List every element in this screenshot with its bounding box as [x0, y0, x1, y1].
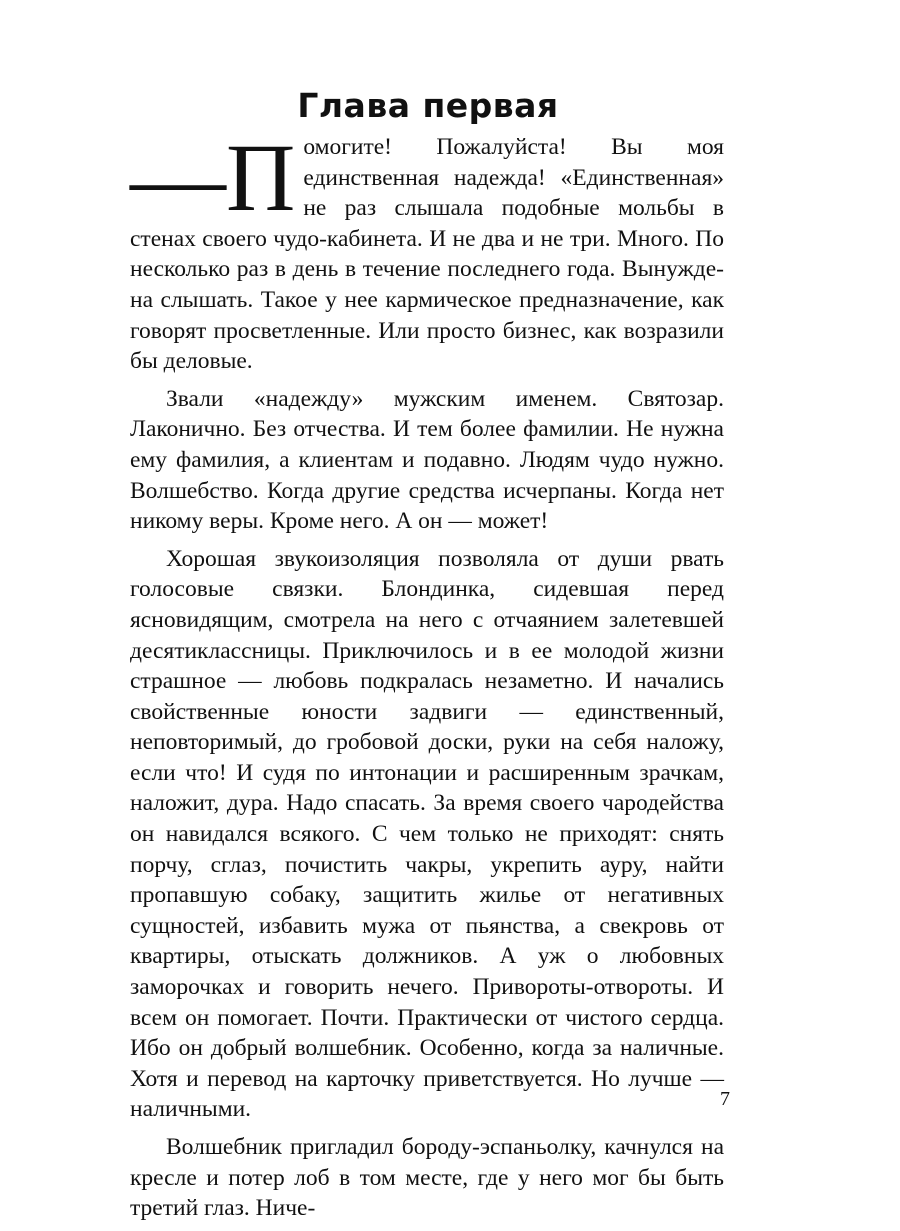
paragraph-2: Звали «надежду» мужским именем. Святозар. Лаконично. Без отчества. И тем более фамилии. Не нужна ему фамилия, а клиентам и подавно. Людям чудо нужно. Волшебство. Когда другие средства исчерпаны. Когда нет никому веры. Кроме него. А он — может! [130, 385, 724, 535]
page-number: 7 [720, 1088, 730, 1110]
paragraph-1-text: омогите! Пожалуйста! Вы моя единственная надежда! «Единственная» не раз слышала подобные мольбы в стенах своего чудо-кабинета. И не два и не три. Много. По несколько раз в день в течение последнего года. Вынуждена слышать. Такое у нее кармическое предназначение, как говорят просветленные. Или просто бизнес, как возразили бы деловые. [130, 134, 724, 375]
body-text [130, 124, 724, 1231]
paragraph-4: Волшебник пригладил бороду-эспаньолку, качнулся на кресле и потер лоб в том месте, где у него мог бы быть третий глаз. Ниче- [130, 1134, 724, 1222]
paragraph-1 [130, 124, 724, 377]
chapter-title: Глава первая [297, 86, 559, 125]
dropcap: —П [130, 124, 296, 231]
paragraph-3: Хорошая звукоизоляция позволяла от души рвать голосовые связки. Блондинка, сидевшая перед ясновидящим, смотрела на него с отчаянием залетевшей десятиклассницы. Приключилось и в ее молодой жизни страшное — любовь подкралась незаметно. И начались свойственные юности задвиги — единственный, неповторимый, до гробовой доски, руки на себя наложу, если что! И судя по интонации и расширенным зрачкам, наложит, дура. Надо спасать. За время своего чародейства он навидался всякого. С чем только не приходят: снять порчу, сглаз, почистить чакры, укрепить ауру, найти пропавшую собаку, защитить жилье от негативных сущностей, избавить мужа от пьянства, а свекровь от квартиры, отыскать должников. А уж о любовных заморочках и говорить нечего. Привороты-отвороты. И всем он помогает. Почти. Практически от чистого сердца. Ибо он добрый волшебник. Особенно, когда за наличные. Хотя и перевод на карточку приветствуется. Но лучше — наличными. [130, 545, 724, 1123]
